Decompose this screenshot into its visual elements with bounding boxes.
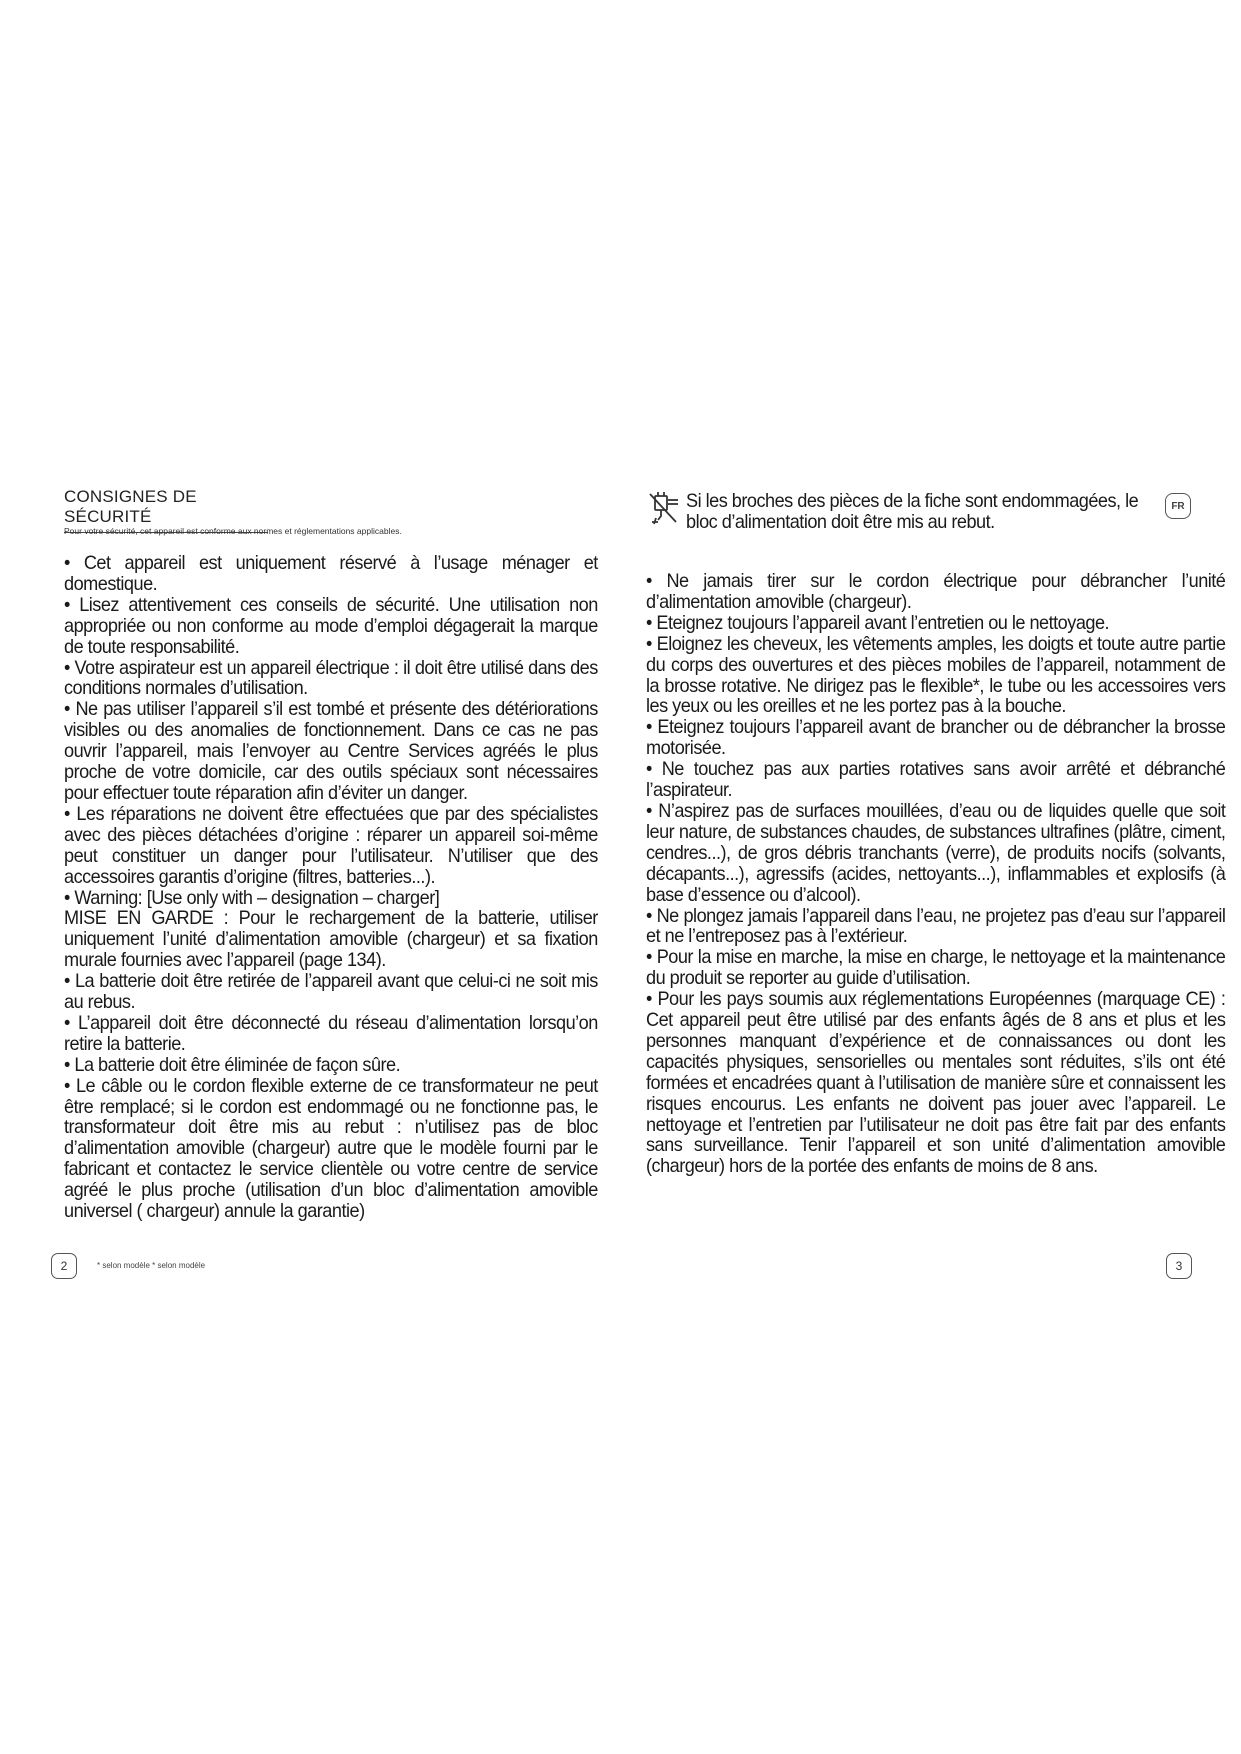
- page-number-right: 3: [1166, 1253, 1192, 1279]
- paragraph: • Les réparations ne doivent être effectuées que par des spécialistes avec des pièces détachées d’origine : réparer un appareil soi-même peut constituer un danger pour l’utilisateur. N’utiliser que des accessoires garantis d’origine (filtres, batteries...).: [64, 802, 598, 888]
- paragraph: • Lisez attentivement ces conseils de sécurité. Une utilisation non appropriée ou non conforme au mode d’emploi dégagerait la marque de toute responsabilité.: [64, 593, 598, 658]
- paragraph: • Eloignez les cheveux, les vêtements amples, les doigts et toute autre partie du corps des ouvertures et des pièces mobiles de l’appareil, notamment de la brosse rotative. Ne dirigez pas le flexible*, le tube ou les accessoires vers les yeux ou les oreilles et ne les portez pas à la bouche.: [646, 632, 1226, 718]
- section-subtitle: Pour votre sécurité, cet appareil est conforme aux normes et réglementations applicables.: [64, 526, 402, 536]
- paragraph: • N’aspirez pas de surfaces mouillées, d’eau ou de liquides quelle que soit leur nature, de substances chaudes, de substances ultrafines (plâtre, ciment, cendres...), de gros débris tranchants (verre), de produits nocifs (solvants, décapants...), agressifs (acides, nettoyants...), inflammables et explosifs (à base d’essence ou d’alcool).: [646, 799, 1226, 906]
- paragraph: • L’appareil doit être déconnecté du réseau d’alimentation lorsqu’on retire la batterie.: [64, 1011, 598, 1055]
- paragraph: MISE EN GARDE : Pour le rechargement de la batterie, utiliser uniquement l’unité d’alimentation amovible (chargeur) et sa fixation murale fournies avec l’appareil (page 134).: [64, 907, 598, 972]
- paragraph: • La batterie doit être éliminée de façon sûre.: [64, 1053, 401, 1076]
- paragraph: • Ne pas utiliser l’appareil s’il est tombé et présente des détériorations visibles ou des anomalies de fonctionnement. Dans ce cas ne pas ouvrir l’appareil, mais l’envoyer au Centre Services agréés le plus proche de votre domicile, car des outils spéciaux sont nécessaires pour effectuer toute réparation afin d’éviter un danger.: [64, 698, 598, 804]
- paragraph: • Pour la mise en marche, la mise en charge, le nettoyage et la maintenance du produit se reporter au guide d’utilisation.: [646, 946, 1226, 990]
- paragraph: • Ne plongez jamais l’appareil dans l’eau, ne projetez pas d’eau sur l’appareil et ne l’entreposez pas à l’extérieur.: [646, 904, 1226, 948]
- language-badge: FR: [1165, 493, 1191, 519]
- paragraph: • Warning: [Use only with – designation – charger]: [64, 886, 440, 909]
- footnote: * selon modèle * selon modèle: [97, 1261, 206, 1270]
- paragraph: • Votre aspirateur est un appareil électrique : il doit être utilisé dans des conditions normales d’utilisation.: [64, 656, 598, 700]
- paragraph: • Le câble ou le cordon flexible externe de ce transformateur ne peut être remplacé; si le cordon est endommagé ou ne fonctionne pas, le transformateur doit être mis au rebut : n’utilisez pas de bloc d’alimentation amovible (chargeur) autre que le modèle fourni par le fabricant et contactez le service clientèle ou votre centre de service agréé le plus proche (utilisation d’un bloc d’alimentation amovible universel ( chargeur) annule la garantie): [64, 1074, 598, 1223]
- left-column: [64, 553, 598, 1222]
- page-number-left: 2: [51, 1253, 77, 1279]
- paragraph: • Eteignez toujours l’appareil avant de brancher ou de débrancher la brosse motorisée.: [646, 716, 1226, 760]
- plug-notice: Si les broches des pièces de la fiche sont endommagées, le bloc d’alimentation doit être mis au rebut.: [686, 490, 1139, 533]
- paragraph: • La batterie doit être retirée de l’appareil avant que celui-ci ne soit mis au rebus.: [64, 970, 598, 1014]
- paragraph: • Cet appareil est uniquement réservé à l’usage ménager et domestique.: [64, 552, 598, 595]
- paragraph: • Ne jamais tirer sur le cordon électrique pour débrancher l’unité d’alimentation amovible (chargeur).: [646, 570, 1226, 613]
- right-column: [646, 571, 1225, 1177]
- damaged-plug-icon: [646, 492, 682, 526]
- section-title: CONSIGNES DE SÉCURITÉ: [64, 487, 268, 533]
- paragraph: • Eteignez toujours l’appareil avant l’entretien ou le nettoyage.: [646, 611, 1110, 634]
- paragraph: • Ne touchez pas aux parties rotatives sans avoir arrêté et débranché l’aspirateur.: [646, 758, 1226, 802]
- paragraph: • Pour les pays soumis aux réglementations Européennes (marquage CE) : Cet appareil peut être utilisé par des enfants âgés de 8 ans et plus et les personnes manquant d’expérience et de connaissances ou dont les capacités physiques, sensorielles ou mentales sont réduites, s’ils ont été formées et encadrées quant à l’utilisation de manière sûre et connaissent les risques encourus. Les enfants ne doivent pas jouer avec l’appareil. Le nettoyage et l’entretien par l’utilisateur ne doit pas être fait par des enfants sans surveillance. Tenir l’appareil et son unité d’alimentation amovible (chargeur) hors de la portée des enfants de moins de 8 ans.: [646, 988, 1226, 1178]
